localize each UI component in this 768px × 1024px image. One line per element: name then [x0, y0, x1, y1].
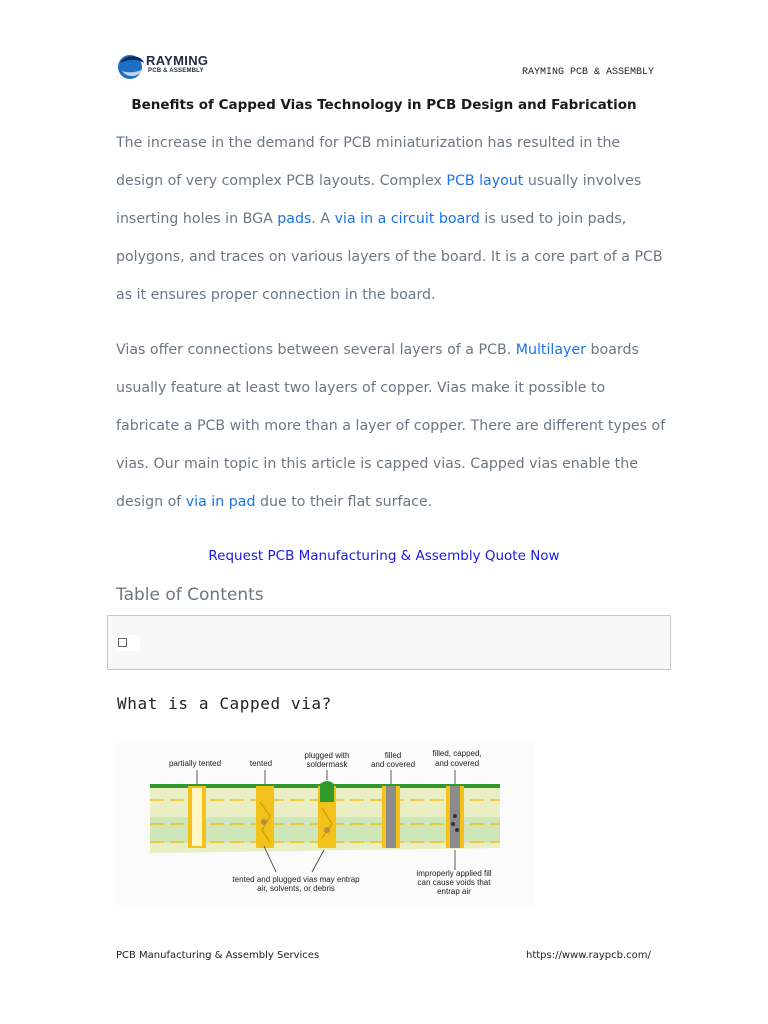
- document-title: Benefits of Capped Vias Technology in PCB Design and Fabrication: [131, 97, 637, 113]
- pcb-layout-link[interactable]: PCB layout: [446, 173, 524, 189]
- footer-website-link[interactable]: https://www.raypcb.com/: [526, 950, 651, 961]
- pads-link[interactable]: pads: [277, 211, 312, 227]
- paragraph-text: Vias offer connections between several layers of a PCB.: [116, 342, 516, 358]
- header-company-name: RAYMING PCB & ASSEMBLY: [522, 67, 655, 78]
- paragraph-text: . A: [311, 211, 335, 227]
- paragraph-text: The increase in the demand for PCB miniaturization has resulted in the design of very complex PCB layouts. Complex: [116, 135, 621, 189]
- label-plugged-2: soldermask: [306, 760, 348, 769]
- label-bottom-left-1: tented and plugged vias may entrap: [232, 875, 360, 884]
- section-heading: What is a Capped via?: [117, 694, 332, 713]
- multilayer-link[interactable]: Multilayer: [515, 342, 586, 358]
- request-quote-link[interactable]: Request PCB Manufacturing & Assembly Quote Now: [208, 548, 560, 564]
- paragraph-text: due to their flat surface.: [255, 494, 433, 510]
- logo-swirl-icon: [116, 51, 146, 81]
- label-filled-2: and covered: [370, 760, 416, 769]
- paragraph-text: usually involves inserting holes in BGA: [116, 173, 642, 227]
- vias-paragraph: [116, 331, 666, 521]
- label-bottom-right-3: entrap air: [437, 887, 471, 896]
- logo-subtitle: PCB & ASSEMBLY: [148, 68, 204, 74]
- footer-services: PCB Manufacturing & Assembly Services: [116, 950, 320, 961]
- label-plugged-1: plugged with: [304, 751, 350, 760]
- label-capped-1: filled, capped,: [432, 749, 482, 758]
- toc-toggle-button[interactable]: [116, 635, 140, 651]
- company-logo: [116, 49, 226, 83]
- label-tented: tented: [249, 759, 273, 768]
- logo-name: RAYMING: [146, 53, 209, 68]
- paragraph-text: boards usually feature at least two layers of copper. Vias make it possible to fabricate a PCB with more than a layer of copper. There are different types of vias. Our main topic in this article is capped vias. Capped vias enable the design of: [116, 342, 666, 510]
- label-partially-tented: partially tented: [168, 759, 222, 768]
- via-in-circuit-board-link[interactable]: via in a circuit board: [334, 211, 480, 227]
- via-in-pad-link[interactable]: via in pad: [185, 494, 256, 510]
- label-filled-1: filled: [384, 751, 402, 760]
- via-types-diagram: [116, 742, 534, 906]
- label-bottom-right-1: improperly applied fill: [416, 869, 492, 878]
- toc-heading: Table of Contents: [116, 585, 264, 605]
- label-bottom-right-2: can cause voids that: [417, 878, 491, 887]
- label-bottom-left-2: air, solvents, or debris: [257, 884, 335, 893]
- toc-toggle-icon: [118, 638, 127, 647]
- label-capped-2: and covered: [434, 759, 480, 768]
- toc-container: [107, 615, 671, 670]
- paragraph-text: is used to join pads, polygons, and traces on various layers of the board. It is a core part of a PCB as it ensures proper connection in the board.: [116, 211, 663, 303]
- intro-paragraph: [116, 124, 666, 314]
